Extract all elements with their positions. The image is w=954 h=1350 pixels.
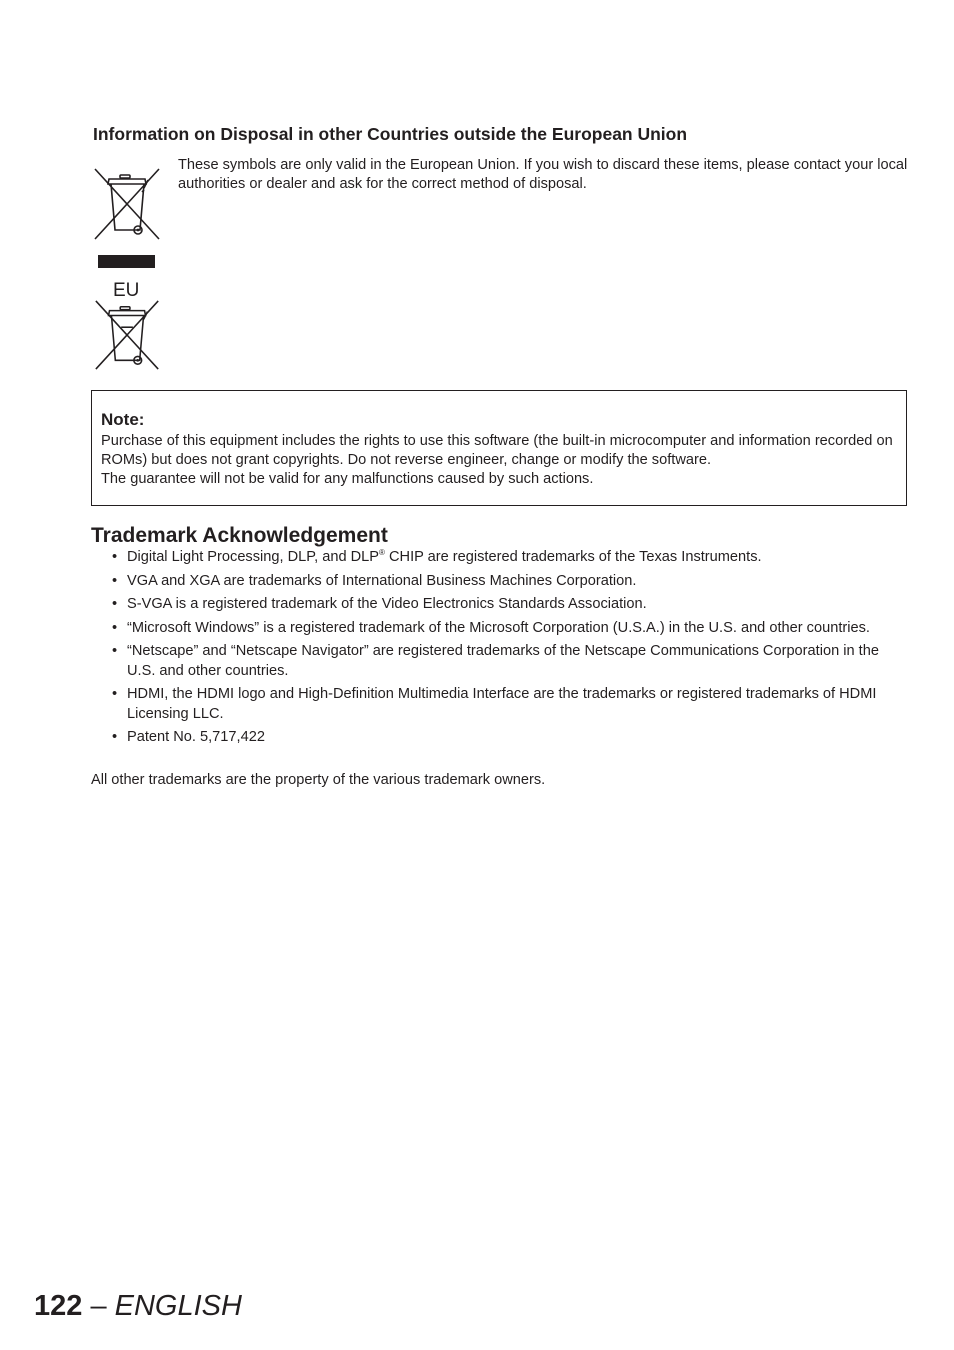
note-line: Purchase of this equipment includes the rights to use this software (the built-in microcomputer and information recorded on ROMs) but does not grant copyrights. Do not reverse engineer, change or modify the software. bbox=[101, 433, 893, 468]
trademark-footer: All other trademarks are the property of the various trademark owners. bbox=[91, 772, 546, 788]
eu-label: EU bbox=[113, 280, 140, 301]
note-box bbox=[91, 390, 907, 506]
list-item: • VGA and XGA are trademarks of International Business Machines Corporation. bbox=[112, 572, 637, 589]
list-item: • “Microsoft Windows” is a registered trademark of the Microsoft Corporation (U.S.A.) in the U.S. and other countries. bbox=[112, 619, 870, 636]
crossed-out-wheelie-bin-icon bbox=[93, 298, 163, 372]
trademark-section-title: Trademark Acknowledgement bbox=[91, 524, 388, 547]
list-item: • Patent No. 5,717,422 bbox=[112, 729, 265, 745]
note-title: Note: bbox=[101, 410, 145, 429]
page-separator: – bbox=[82, 1290, 115, 1322]
list-item: • S-VGA is a registered trademark of the Video Electronics Standards Association. bbox=[112, 596, 647, 612]
note-text bbox=[101, 432, 901, 489]
page-footer bbox=[34, 1290, 242, 1323]
trademark-list bbox=[110, 548, 910, 752]
list-item: • “Netscape” and “Netscape Navigator” are registered trademarks of the Netscape Communications Corporation in the U.S. and other countries. bbox=[112, 643, 879, 679]
list-item: • Digital Light Processing, DLP, and DLP® CHIP are registered trademarks of the Texas Instruments. bbox=[112, 548, 762, 565]
disposal-section-title: Information on Disposal in other Countries outside the European Union bbox=[93, 124, 688, 144]
note-line: The guarantee will not be valid for any malfunctions caused by such actions. bbox=[101, 471, 594, 487]
list-item: • HDMI, the HDMI logo and High-Definition Multimedia Interface are the trademarks or registered trademarks of HDMI Licensing LLC. bbox=[112, 686, 877, 722]
crossed-out-wheelie-bin-icon bbox=[93, 166, 163, 242]
separator-bar bbox=[98, 255, 155, 268]
disposal-text: These symbols are only valid in the European Union. If you wish to discard these items, please contact your local authorities or dealer and ask for the correct method of disposal. bbox=[178, 157, 908, 192]
page-number: 122 bbox=[34, 1290, 83, 1322]
page-language: ENGLISH bbox=[114, 1290, 242, 1322]
